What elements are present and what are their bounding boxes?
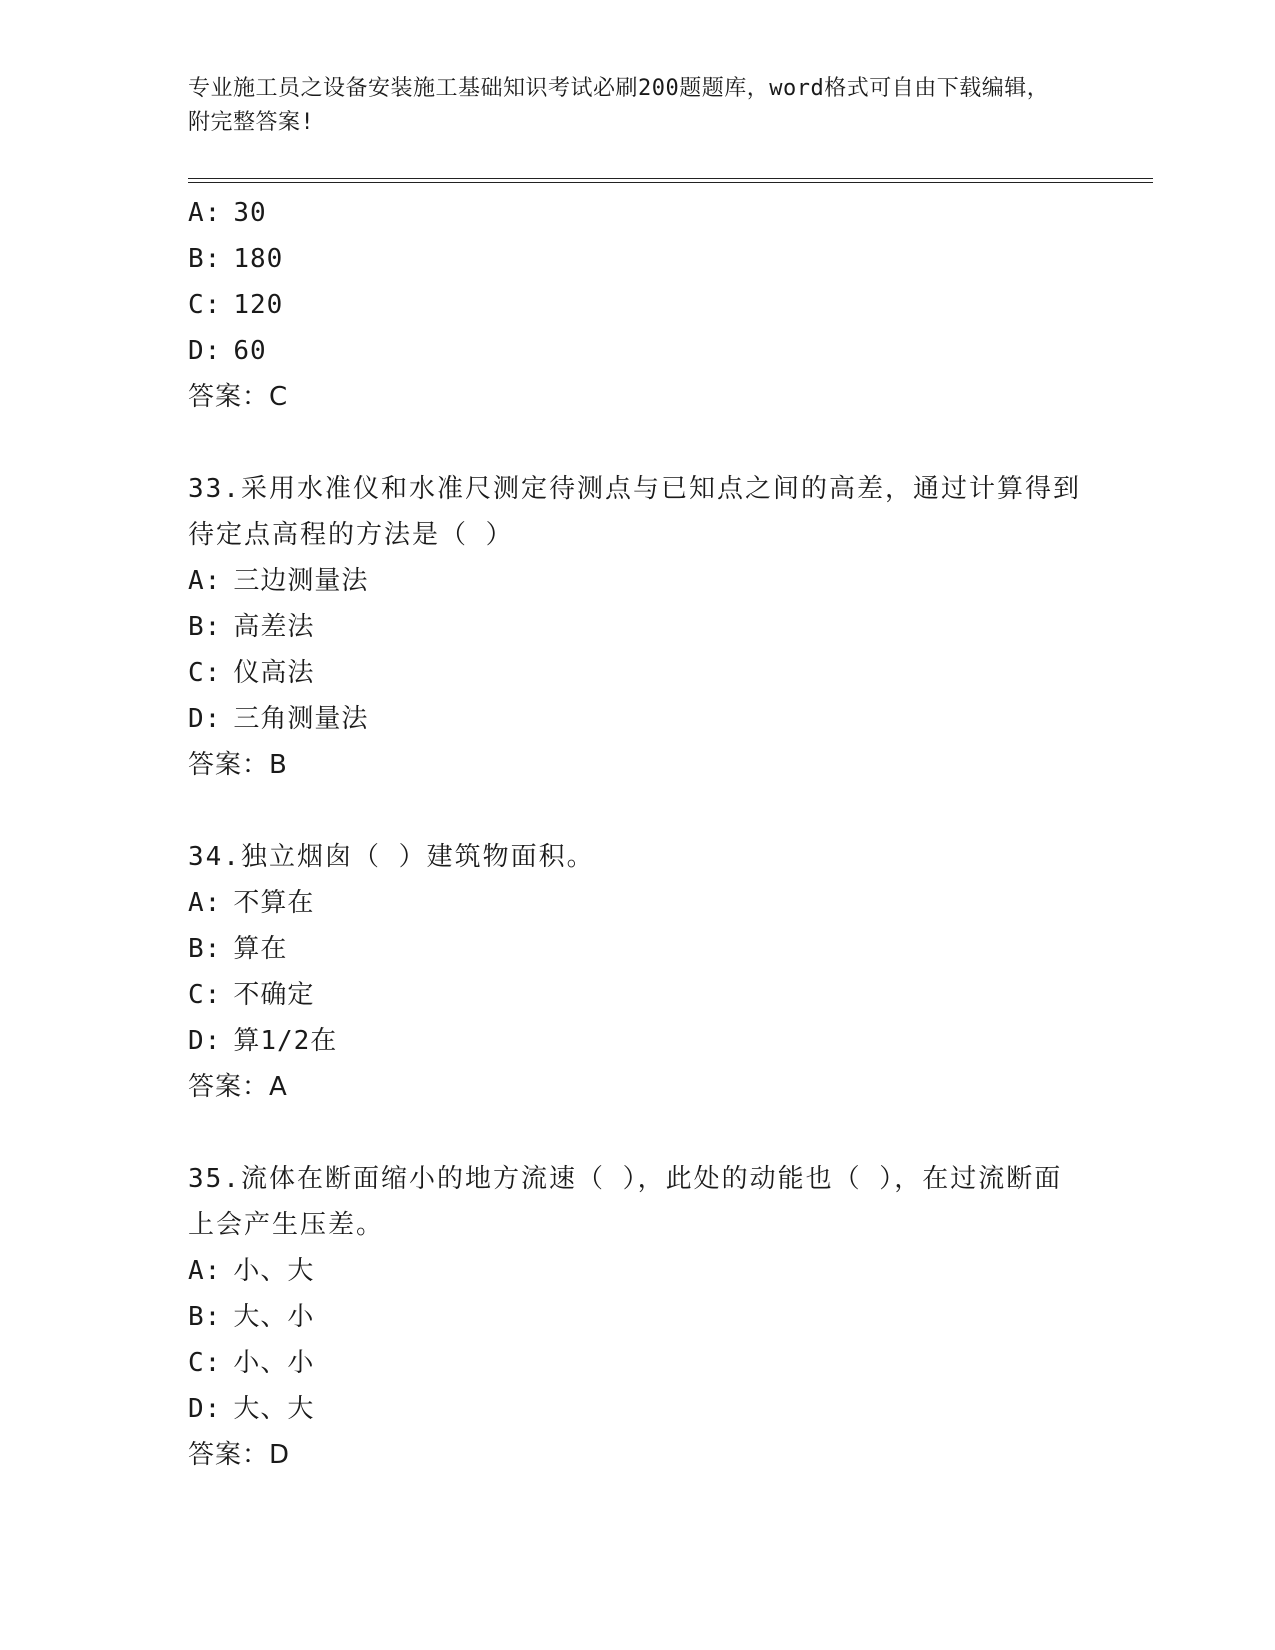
option-a: A: 小、大 xyxy=(188,1256,315,1286)
answer-label: 答案： xyxy=(188,750,270,780)
header-divider-top xyxy=(188,178,1153,179)
option-c: C: 不确定 xyxy=(188,980,315,1010)
question-stem: 33.采用水准仪和水准尺测定待测点与已知点之间的高差，通过计算得到待定点高程的方法是（ ） xyxy=(188,474,1081,550)
option-text: 180 xyxy=(233,244,284,274)
option-key: D xyxy=(188,336,205,366)
option-key: B xyxy=(188,612,205,642)
option-key: A xyxy=(188,888,205,918)
option-key: B xyxy=(188,244,205,274)
option-key: A xyxy=(188,1256,205,1286)
option-d: D: 三角测量法 xyxy=(188,704,369,734)
header-divider-bottom xyxy=(188,182,1153,183)
answer-label: 答案： xyxy=(188,1072,270,1102)
question-stem: 34.独立烟囱（ ）建筑物面积。 xyxy=(188,842,595,872)
option-c: C: 小、小 xyxy=(188,1348,315,1378)
option-a: A: 三边测量法 xyxy=(188,566,369,596)
answer-line xyxy=(188,1432,1088,1478)
answer-label: 答案： xyxy=(188,1440,270,1470)
option-key: D xyxy=(188,1026,205,1056)
answer-line xyxy=(188,374,1088,420)
answer-line xyxy=(188,742,1088,788)
option-key: B xyxy=(188,934,205,964)
option-text: 60 xyxy=(233,336,267,366)
option-text: 三角测量法 xyxy=(233,704,369,734)
option-key: B xyxy=(188,1302,205,1332)
option-key: D xyxy=(188,704,205,734)
document-header-title: 专业施工员之设备安装施工基础知识考试必刷200题题库，word格式可自由下载编辑，附完整答案! xyxy=(188,76,1050,135)
option-text: 大、小 xyxy=(233,1302,315,1332)
option-a: A: 30 xyxy=(188,198,267,228)
answer-value: C xyxy=(269,382,289,412)
option-a: A: 不算在 xyxy=(188,888,315,918)
option-text: 30 xyxy=(233,198,267,228)
question-block xyxy=(188,834,1088,1110)
answer-value: A xyxy=(269,1072,288,1102)
answer-value: B xyxy=(269,750,288,780)
option-text: 高差法 xyxy=(233,612,315,642)
option-c: C: 仪高法 xyxy=(188,658,315,688)
question-stem: 35.流体在断面缩小的地方流速（ ），此处的动能也（ ），在过流断面上会产生压差。 xyxy=(188,1164,1063,1240)
option-key: C xyxy=(188,1348,205,1378)
question-block xyxy=(188,1156,1088,1478)
option-key: C xyxy=(188,980,205,1010)
option-key: C xyxy=(188,658,205,688)
option-text: 三边测量法 xyxy=(233,566,369,596)
option-b: B: 算在 xyxy=(188,934,288,964)
option-key: A xyxy=(188,198,205,228)
option-text: 不确定 xyxy=(233,980,315,1010)
option-key: C xyxy=(188,290,205,320)
question-block xyxy=(188,466,1088,788)
option-text: 不算在 xyxy=(233,888,315,918)
question-block xyxy=(188,190,1088,420)
option-b: B: 高差法 xyxy=(188,612,315,642)
option-b: B: 大、小 xyxy=(188,1302,315,1332)
option-text: 算在 xyxy=(233,934,288,964)
option-d: D: 60 xyxy=(188,336,267,366)
option-text: 仪高法 xyxy=(233,658,315,688)
question-list xyxy=(188,190,1088,1478)
answer-line xyxy=(188,1064,1088,1110)
option-key: D xyxy=(188,1394,205,1424)
option-b: B: 180 xyxy=(188,244,284,274)
option-text: 大、大 xyxy=(233,1394,315,1424)
option-c: C: 120 xyxy=(188,290,284,320)
option-d: D: 算1/2在 xyxy=(188,1026,338,1056)
option-text: 120 xyxy=(233,290,284,320)
answer-value: D xyxy=(269,1440,291,1470)
option-key: A xyxy=(188,566,205,596)
option-text: 算1/2在 xyxy=(233,1026,338,1056)
answer-label: 答案： xyxy=(188,382,270,412)
option-text: 小、小 xyxy=(233,1348,315,1378)
option-d: D: 大、大 xyxy=(188,1394,315,1424)
option-text: 小、大 xyxy=(233,1256,315,1286)
